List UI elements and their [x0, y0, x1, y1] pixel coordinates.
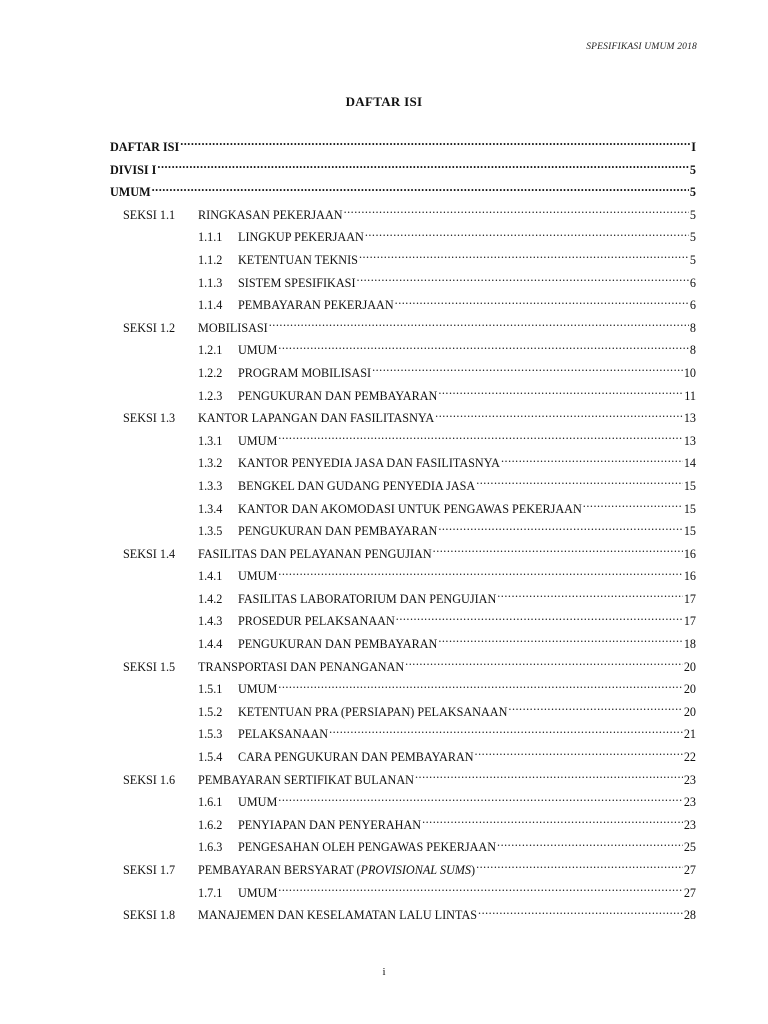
toc-entry-page: 6: [689, 275, 696, 290]
dot-leader: [501, 455, 683, 467]
dot-leader: [476, 478, 683, 490]
toc-entry-page: 13: [683, 433, 696, 448]
toc-entry-label: PELAKSANAAN: [238, 727, 329, 742]
dot-leader: [278, 794, 683, 806]
toc-entry-page: 5: [689, 185, 696, 200]
dot-leader: [497, 839, 683, 851]
toc-entry[interactable]: [110, 339, 696, 362]
toc-entry[interactable]: [110, 407, 696, 430]
toc-entry[interactable]: [110, 904, 696, 927]
toc-entry-page: 14: [683, 456, 696, 471]
toc-entry-number: 1.3.3: [198, 478, 223, 493]
toc-entry[interactable]: [110, 859, 696, 882]
toc-entry-page: 6: [689, 298, 696, 313]
toc-entry-label: DAFTAR ISI: [110, 140, 180, 154]
toc-entry-number: 1.1.4: [198, 298, 223, 313]
toc-entry-label: UMUM: [238, 682, 278, 697]
toc-entry[interactable]: [110, 791, 696, 814]
toc-entry-page: 5: [689, 207, 696, 222]
toc-entry-number: 1.5.2: [198, 704, 223, 719]
toc-entry-number: 1.5.3: [198, 727, 223, 742]
toc-entry[interactable]: [110, 294, 696, 317]
toc-entry-page: 23: [683, 772, 696, 787]
running-header: SPESIFIKASI UMUM 2018: [586, 42, 697, 52]
toc-entry-number: SEKSI 1.3: [123, 411, 176, 426]
toc-entry-label: PROSEDUR PELAKSANAAN: [238, 614, 395, 629]
toc-entry-page: 5: [689, 230, 696, 245]
toc-entry-label: PENGUKURAN DAN PEMBAYARAN: [238, 388, 438, 403]
toc-entry-number: 1.6.2: [198, 817, 223, 832]
toc-entry-label-italic: PROVISIONAL SUMS: [360, 863, 472, 877]
page-title: DAFTAR ISI: [345, 94, 423, 109]
toc-entry-number: 1.1.1: [198, 230, 223, 245]
toc-entry-label: FASILITAS LABORATORIUM DAN PENGUJIAN: [238, 591, 497, 606]
dot-leader: [329, 726, 683, 738]
toc-entry-label: BENGKEL DAN GUDANG PENYEDIA JASA: [238, 478, 476, 493]
toc-entry-page: 16: [683, 569, 696, 584]
toc-entry-label: PROGRAM MOBILISASI: [238, 365, 372, 380]
toc-entry[interactable]: [110, 701, 696, 724]
toc-entry-page: 17: [683, 614, 696, 629]
toc-entry-label: UMUM: [238, 433, 278, 448]
toc-entry[interactable]: [110, 656, 696, 679]
page-number: i: [382, 966, 386, 978]
toc-entry-number: 1.2.2: [198, 365, 223, 380]
toc-entry-number: 1.3.5: [198, 524, 223, 539]
toc-entry-label: KANTOR DAN AKOMODASI UNTUK PENGAWAS PEKERJAAN: [238, 501, 582, 516]
dot-leader: [475, 749, 683, 761]
toc-entry-number: SEKSI 1.5: [123, 659, 176, 674]
toc-entry-page: 17: [683, 591, 696, 606]
dot-leader: [357, 274, 689, 286]
toc-entry[interactable]: [110, 204, 696, 227]
toc-entry-page: 15: [683, 524, 696, 539]
toc-entry[interactable]: [110, 159, 696, 182]
toc-entry[interactable]: [110, 249, 696, 272]
toc-entry[interactable]: [110, 520, 696, 543]
toc-entry[interactable]: [110, 814, 696, 837]
dot-leader: [278, 568, 683, 580]
toc-entry-page: 23: [683, 795, 696, 810]
toc-entry-page: 27: [683, 885, 696, 900]
toc-entry[interactable]: [110, 136, 696, 159]
toc-entry-label: PENYIAPAN DAN PENYERAHAN: [238, 817, 422, 832]
toc-entry-number: 1.6.3: [198, 840, 223, 855]
toc-entry-page: 25: [683, 840, 696, 855]
toc-entry-page: 21: [683, 727, 696, 742]
toc-entry[interactable]: [110, 385, 696, 408]
toc-entry-page: 8: [689, 320, 696, 335]
toc-entry[interactable]: [110, 633, 696, 656]
dot-leader: [278, 342, 689, 354]
toc-entry[interactable]: [110, 226, 696, 249]
dot-leader: [278, 433, 683, 445]
dot-leader: [415, 771, 683, 783]
toc-entry[interactable]: [110, 565, 696, 588]
toc-entry-number: 1.5.4: [198, 750, 223, 765]
toc-entry-label: UMUM: [238, 885, 278, 900]
toc-entry[interactable]: [110, 610, 696, 633]
toc-entry-label: CARA PENGUKURAN DAN PEMBAYARAN: [238, 750, 474, 765]
toc-entry-number: 1.4.1: [198, 569, 223, 584]
toc-entry-number: 1.4.2: [198, 591, 223, 606]
toc-entry[interactable]: [110, 543, 696, 566]
toc-entry-number: SEKSI 1.1: [123, 207, 176, 222]
toc-entry-label: TRANSPORTASI DAN PENANGANAN: [198, 659, 405, 674]
toc-entry-number: SEKSI 1.7: [123, 863, 176, 877]
toc-entry[interactable]: [110, 746, 696, 769]
toc-entry[interactable]: [110, 678, 696, 701]
toc-entry-label: PENGESAHAN OLEH PENGAWAS PEKERJAAN: [238, 840, 497, 855]
dot-leader: [278, 681, 683, 693]
toc-entry-number: 1.1.2: [198, 252, 223, 267]
toc-entry[interactable]: [110, 452, 696, 475]
toc-entry-page: 8: [689, 343, 696, 358]
toc-entry[interactable]: [110, 362, 696, 385]
toc-entry[interactable]: [110, 475, 696, 498]
toc-entry-number: 1.1.3: [198, 275, 223, 290]
toc-entry-label: SISTEM SPESIFIKASI: [238, 275, 356, 290]
dot-leader: [476, 862, 683, 874]
toc-entry-label: KETENTUAN PRA (PERSIAPAN) PELAKSANAAN: [238, 704, 508, 719]
toc-entry-page: 27: [683, 863, 696, 877]
toc-entry-label: UMUM: [238, 569, 278, 584]
toc-entry[interactable]: [110, 498, 696, 521]
toc-entry-number: 1.4.3: [198, 614, 223, 629]
toc-entry-label: PENGUKURAN DAN PEMBAYARAN: [238, 524, 438, 539]
toc-entry-number: 1.2.3: [198, 388, 223, 403]
dot-leader: [396, 613, 683, 625]
toc-entry[interactable]: [110, 430, 696, 453]
toc-entry-label: KANTOR LAPANGAN DAN FASILITASNYA: [198, 411, 435, 426]
toc-entry-label: KANTOR PENYEDIA JASA DAN FASILITASNYA: [238, 456, 500, 471]
dot-leader: [438, 387, 683, 399]
dot-leader: [372, 365, 683, 377]
dot-leader: [433, 546, 683, 558]
dot-leader: [152, 184, 689, 196]
dot-leader: [157, 161, 689, 173]
toc-entry-label: PEMBAYARAN PEKERJAAN: [238, 298, 394, 313]
toc-entry[interactable]: [110, 769, 696, 792]
toc-entry-page: 20: [683, 682, 696, 697]
toc-entry-page: 22: [683, 750, 696, 765]
dot-leader: [365, 229, 689, 241]
toc-entry-label: PEMBAYARAN BERSYARAT (PROVISIONAL SUMS): [198, 863, 476, 877]
toc-entry-label: UMUM: [110, 185, 151, 200]
toc-entry-number: SEKSI 1.6: [123, 772, 176, 787]
toc-entry-page: 13: [683, 411, 696, 426]
toc-entry-page: 28: [683, 908, 696, 923]
toc-entry-label: PEMBAYARAN SERTIFIKAT BULANAN: [198, 772, 414, 787]
dot-leader: [508, 704, 682, 716]
toc-entry-label: UMUM: [238, 795, 278, 810]
toc-entry-page: 11: [684, 388, 696, 403]
toc-entry-number: 1.3.1: [198, 433, 223, 448]
toc-entry-page: 16: [683, 546, 696, 561]
toc-entry-label: KETENTUAN TEKNIS: [238, 252, 358, 267]
toc-entry-page: 5: [689, 162, 696, 177]
toc-entry-label: LINGKUP PEKERJAAN: [238, 230, 364, 245]
toc-entry-number: 1.6.1: [198, 795, 223, 810]
toc-entry-page: 20: [683, 659, 696, 674]
dot-leader: [583, 500, 683, 512]
toc-entry[interactable]: [110, 836, 696, 859]
dot-leader: [438, 523, 683, 535]
toc-entry[interactable]: [110, 317, 696, 340]
toc-entry-label: MOBILISASI: [198, 320, 268, 335]
toc-entry-label: FASILITAS DAN PELAYANAN PENGUJIAN: [198, 546, 432, 561]
toc-entry-label: PENGUKURAN DAN PEMBAYARAN: [238, 637, 438, 652]
dot-leader: [395, 297, 689, 309]
toc-entry-number: 1.5.1: [198, 682, 223, 697]
table-of-contents: [110, 136, 696, 927]
dot-leader: [180, 139, 690, 151]
toc-entry-page: 18: [683, 637, 696, 652]
dot-leader: [405, 658, 683, 670]
dot-leader: [478, 907, 683, 919]
toc-entry-number: 1.3.2: [198, 456, 223, 471]
dot-leader: [497, 591, 683, 603]
toc-entry-page: 15: [683, 501, 696, 516]
dot-leader: [422, 817, 683, 829]
toc-entry-label: MANAJEMEN DAN KESELAMATAN LALU LINTAS: [198, 908, 478, 923]
toc-entry-page: I: [691, 140, 696, 154]
toc-entry[interactable]: [110, 723, 696, 746]
toc-entry[interactable]: [110, 181, 696, 204]
toc-entry-page: 20: [683, 704, 696, 719]
toc-entry-number: SEKSI 1.2: [123, 320, 176, 335]
dot-leader: [278, 884, 683, 896]
toc-entry-number: SEKSI 1.8: [123, 908, 176, 923]
toc-entry[interactable]: [110, 882, 696, 905]
dot-leader: [359, 252, 689, 264]
toc-entry-number: 1.7.1: [198, 885, 223, 900]
toc-entry[interactable]: [110, 588, 696, 611]
toc-entry-label: DIVISI I: [110, 162, 157, 177]
dot-leader: [435, 410, 683, 422]
toc-entry[interactable]: [110, 272, 696, 295]
toc-entry-number: 1.3.4: [198, 501, 223, 516]
toc-entry-number: SEKSI 1.4: [123, 546, 176, 561]
dot-leader: [344, 207, 689, 219]
toc-entry-label: UMUM: [238, 343, 278, 358]
toc-entry-page: 10: [683, 365, 696, 380]
toc-entry-page: 23: [683, 817, 696, 832]
toc-entry-label: RINGKASAN PEKERJAAN: [198, 207, 343, 222]
toc-entry-page: 15: [683, 478, 696, 493]
dot-leader: [438, 636, 683, 648]
toc-entry-number: 1.4.4: [198, 637, 223, 652]
toc-entry-page: 5: [689, 252, 696, 267]
dot-leader: [269, 320, 689, 332]
toc-entry-number: 1.2.1: [198, 343, 223, 358]
